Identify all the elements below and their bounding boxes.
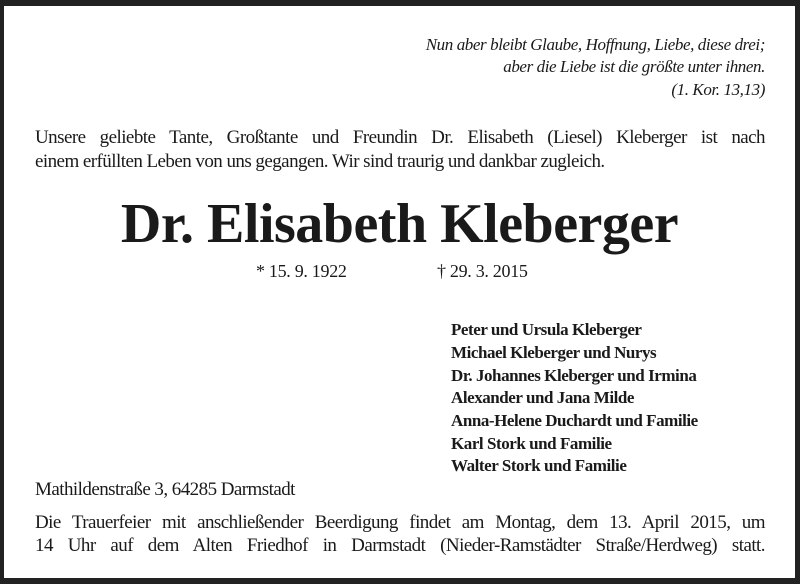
- mourner: Michael Kleberger und Nurys: [451, 343, 657, 362]
- deceased-name: Dr. Elisabeth Kleberger: [120, 193, 679, 255]
- birth-date: * 15. 9. 1922: [256, 261, 347, 281]
- obituary-notice: [4, 6, 795, 578]
- mourner: Alexander und Jana Milde: [451, 388, 634, 407]
- mourner: Karl Stork und Familie: [451, 434, 612, 453]
- funeral-line: 14 Uhr auf dem Alten Friedhof in Darmstadt (Nieder-Ramstädter Straße/Herdweg) statt.: [35, 535, 765, 556]
- intro-line: Unsere geliebte Tante, Großtante und Freundin Dr. Elisabeth (Liesel) Kleberger ist nach: [35, 127, 765, 148]
- mourner: Walter Stork und Familie: [451, 456, 627, 475]
- death-date: † 29. 3. 2015: [437, 261, 528, 281]
- mourner: Anna-Helene Duchardt und Familie: [451, 411, 698, 430]
- quote-line: Nun aber bleibt Glaube, Hoffnung, Liebe, diese drei;: [425, 35, 765, 54]
- address: Mathildenstraße 3, 64285 Darmstadt: [35, 479, 295, 500]
- intro-line: einem erfüllten Leben von uns gegangen. Wir sind traurig und dankbar zugleich.: [35, 151, 605, 172]
- funeral-line: Die Trauerfeier mit anschließender Beerdigung findet am Montag, dem 13. April 2015, um: [35, 512, 765, 533]
- quote-reference: (1. Kor. 13,13): [671, 80, 765, 99]
- quote-line: aber die Liebe ist die größte unter ihnen.: [503, 57, 765, 76]
- mourner: Peter und Ursula Kleberger: [451, 320, 642, 339]
- mourner: Dr. Johannes Kleberger und Irmina: [451, 366, 697, 385]
